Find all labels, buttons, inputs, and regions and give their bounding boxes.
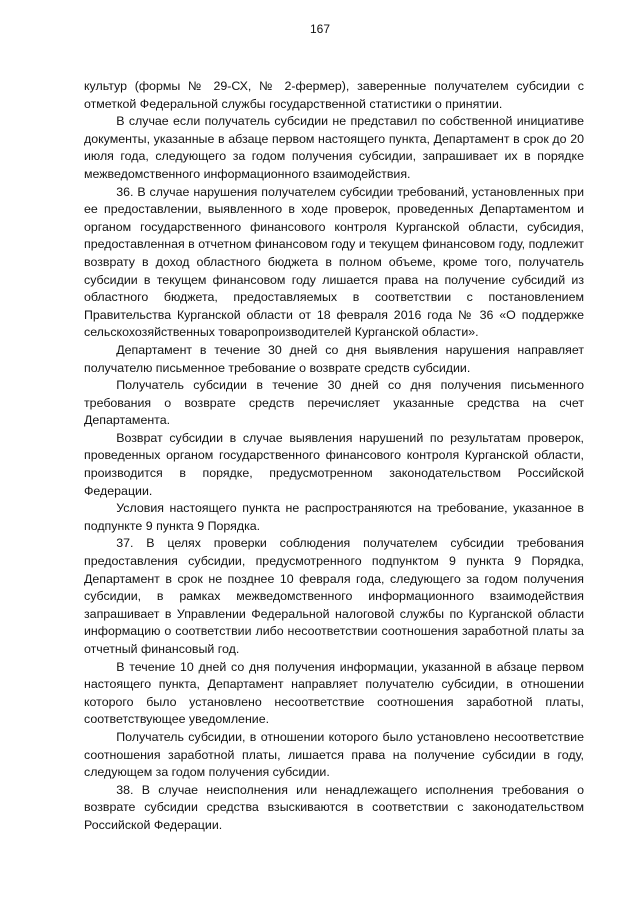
paragraph: культур (формы № 29-СХ, № 2-фермер), заверенные получателем субсидии с отметкой Федеральной службы государственной статистики о принятии. <box>84 79 584 111</box>
paragraph: Возврат субсидии в случае выявления нарушений по результатам проверок, проведенных органом государственного финансового контроля Курганской области, производится в порядке, предусмотренном законодательством Российской Федерации. <box>84 430 584 498</box>
paragraph: В случае если получатель субсидии не представил по собственной инициативе документы, указанные в абзаце первом настоящего пункта, Департамент в срок до 20 июля года, следующего за годом получения субсидии, запрашивает их в порядке межведомственного информационного взаимодействия. <box>84 114 584 181</box>
paragraph: Условия настоящего пункта не распространяются на требование, указанное в подпункте 9 пункта 9 Порядка. <box>84 501 584 533</box>
paragraph: В течение 10 дней со дня получения информации, указанной в абзаце первом настоящего пункта, Департамент направляет получателю субсидии, в отношении которого было установлено несоответствие соотношения заработной платы, соответствующее уведомление. <box>84 659 584 727</box>
paragraph: Департамент в течение 30 дней со дня выявления нарушения направляет получателю письменное требование о возврате средств субсидии. <box>84 342 584 375</box>
paragraph: 37. В целях проверки соблюдения получателем субсидии требования предоставления субсидии, предусмотренного подпунктом 9 пункта 9 Порядка, Департамент в срок не позднее 10 февраля года, следующего за годом получения субсидии, в рамках межведомственного информационного взаимодействия запрашивает в Управлении Федеральной налоговой службы по Курганской области информацию о соответствии либо несоответствии соотношения заработной платы за отчетный финансовый год. <box>84 536 584 656</box>
paragraph: 36. В случае нарушения получателем субсидии требований, установленных при ее предоставлении, выявленного в ходе проверок, проведенных Департаментом и органом государственного финансового контроля Курганской области, субсидия, предоставленная в отчетном финансовом году и текущем финансовом году, подлежит возврату в доход областного бюджета в полном объеме, кроме того, получатель субсидии в текущем финансовом году лишается права на получение субсидий из областного бюджета, предоставляемых в соответствии с постановлением Правительства Курганской области от 18 февраля 2016 года № 36 «О поддержке сельскохозяйственных товаропроизводителей Курганской области». <box>84 184 584 340</box>
document-body <box>84 78 584 835</box>
paragraph: Получатель субсидии в течение 30 дней со дня получения письменного требования о возврате средств перечисляет указанные средства на счет Департамента. <box>84 378 584 428</box>
page-number: 167 <box>309 22 331 36</box>
paragraph: Получатель субсидии, в отношении которого было установлено несоответствие соотношения заработной платы, лишается права на получение субсидии в году, следующем за годом получения субсидии. <box>84 729 584 780</box>
paragraph: 38. В случае неисполнения или ненадлежащего исполнения требования о возврате субсидии средства взыскиваются в соответствии с законодательством Российской Федерации. <box>84 782 584 832</box>
